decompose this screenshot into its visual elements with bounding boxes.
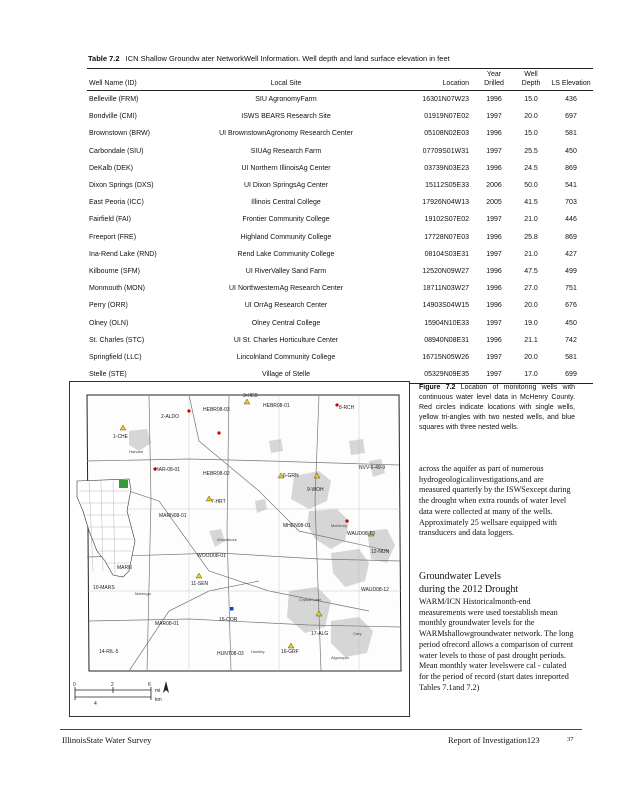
map-label: 12-NUN — [371, 549, 390, 555]
cell-well-depth: 15.0 — [524, 96, 538, 104]
table-body — [87, 91, 593, 384]
cell-location: 05108N02E03 — [424, 130, 469, 138]
cell-well-name: Fairfield (FAI) — [89, 216, 132, 224]
table-row — [87, 108, 593, 125]
map-label: 17-ALG — [311, 631, 329, 637]
table-row — [87, 177, 593, 194]
map-label: HAR-08-01 — [155, 467, 181, 473]
cell-local-site: UI RiverValley Sand Farm — [245, 267, 327, 275]
map-label: MAR08-01 — [155, 621, 179, 627]
map-label: 15-COR — [219, 617, 238, 623]
cell-year-drilled: 1996 — [486, 130, 502, 138]
map-label: 2-ALDO — [161, 414, 180, 420]
scale-unit-mi: mi — [155, 688, 161, 694]
table-row — [87, 263, 593, 280]
cell-local-site: Village of Stelle — [191, 366, 381, 384]
cell-year-drilled: 1996 — [486, 336, 502, 344]
map-label: 8-RCH — [339, 405, 355, 411]
table-row — [87, 332, 593, 349]
cell-well-depth: 21.0 — [524, 216, 538, 224]
cell-ls-elevation: 450 — [565, 147, 577, 155]
cell-well-depth: 24.5 — [524, 164, 538, 172]
cell-ls-elevation: 446 — [565, 216, 577, 224]
scale-label-zero: 0 — [73, 682, 76, 688]
cell-well-depth: 15.0 — [524, 130, 538, 138]
cell-well-depth: 21.1 — [524, 336, 538, 344]
well-marker-square — [230, 607, 234, 611]
cell-well-depth: 21.0 — [524, 250, 538, 258]
cell-ls-elevation: 499 — [565, 267, 577, 275]
table-row — [87, 143, 593, 160]
cell-ls-elevation: 581 — [565, 353, 577, 361]
cell-well-name: East Peoria (ICC) — [89, 199, 144, 207]
cell-well-depth: 20.0 — [524, 302, 538, 310]
map-place-label: Woodstock — [217, 537, 237, 542]
cell-year-drilled: 1997 — [475, 366, 513, 384]
cell-well-depth: 50.0 — [524, 182, 538, 190]
cell-ls-elevation: 869 — [565, 164, 577, 172]
map-svg — [69, 381, 410, 717]
cell-ls-elevation: 676 — [565, 302, 577, 310]
col-header-year: Year Drilled — [475, 69, 513, 91]
cell-year-drilled: 1996 — [486, 285, 502, 293]
cell-location: 08940N08E31 — [424, 336, 469, 344]
cell-location: 16301N07W23 — [422, 96, 469, 104]
footer-report: Report of Investigation123 — [448, 735, 540, 745]
well-marker-circle — [187, 409, 190, 412]
map-label: WAUD08-12 — [361, 587, 389, 593]
cell-well-name: Springfield (LLC) — [89, 353, 142, 361]
cell-location: 05329N09E35 — [381, 366, 475, 384]
scale-label-end: 6 — [148, 682, 151, 688]
cell-year-drilled: 1997 — [486, 113, 502, 121]
cell-local-site: UI St. Charles Horticulture Center — [233, 336, 339, 344]
inset-highlight-mchenry — [119, 480, 128, 488]
cell-well-name: Kilbourne (SFM) — [89, 267, 140, 275]
cell-year-drilled: 1997 — [486, 250, 502, 258]
cell-well-name: Ina-Rend Lake (RND) — [89, 250, 157, 258]
cell-year-drilled: 1996 — [486, 302, 502, 310]
map-label: WAUD08-13 — [347, 531, 375, 537]
cell-location: 17728N07E03 — [424, 233, 469, 241]
cell-location: 14903S04W15 — [422, 302, 469, 310]
map-place-label: Crystal Lake — [299, 597, 322, 602]
cell-well-name: Bondville (CMI) — [89, 113, 137, 121]
cell-location: 08104S03E31 — [424, 250, 469, 258]
col-header-name: Well Name (ID) — [87, 69, 191, 91]
cell-well-name: Monmouth (MON) — [89, 285, 146, 293]
col-header-depth: Well Depth — [513, 69, 549, 91]
map-label: 6-GRN — [283, 473, 299, 479]
cell-local-site: Olney Central College — [251, 319, 321, 327]
cell-ls-elevation: 427 — [565, 250, 577, 258]
footer-rule — [60, 729, 582, 730]
cell-local-site: UI BrownstownAgronomy Research Center — [219, 130, 353, 138]
cell-ls-elevation: 450 — [565, 319, 577, 327]
cell-local-site: ISWS BEARS Research Site — [241, 113, 331, 121]
cell-well-name: DeKalb (DEK) — [89, 164, 133, 172]
map-label: MARN08-01 — [159, 513, 187, 519]
footer-page-number: 37 — [567, 736, 574, 743]
table-row — [87, 194, 593, 211]
cell-year-drilled: 1996 — [486, 267, 502, 275]
cell-local-site: Rend Lake Community College — [237, 250, 335, 258]
cell-location: 15904N10E33 — [424, 319, 469, 327]
cell-year-drilled: 1997 — [486, 319, 502, 327]
cell-local-site: Highland Community College — [240, 233, 332, 241]
table-caption-label: Table 7.2 — [88, 54, 120, 63]
cell-location: 12520N09W27 — [422, 267, 469, 275]
map-place-label: Algonquin — [331, 655, 349, 660]
table-caption — [88, 54, 558, 63]
cell-well-name: Dixon Springs (DXS) — [89, 182, 154, 190]
cell-local-site: SIUAg Research Farm — [250, 147, 322, 155]
cell-well-name: Perry (ORR) — [89, 302, 128, 310]
cell-well-depth: 20.0 — [524, 353, 538, 361]
cell-ls-elevation: 703 — [565, 199, 577, 207]
map-label: WOOD08-01 — [197, 553, 226, 559]
figure-caption-label: Figure 7.2 — [419, 384, 456, 391]
cell-well-name: Olney (OLN) — [89, 319, 129, 327]
cell-local-site: Illinois Central College — [251, 199, 321, 207]
cell-ls-elevation: 436 — [565, 96, 577, 104]
cell-local-site: UI NorthwesternAg Research Center — [229, 285, 343, 293]
mchenry-county-map — [69, 381, 410, 717]
cell-year-drilled: 1996 — [486, 164, 502, 172]
table-row — [87, 229, 593, 246]
cell-year-drilled: 1997 — [486, 216, 502, 224]
cell-local-site: UI Northern IllinoisAg Center — [241, 164, 331, 172]
table-row — [87, 314, 593, 331]
well-info-table — [87, 68, 593, 384]
map-place-label: Harvard — [129, 449, 144, 454]
cell-well-depth: 25.5 — [524, 147, 538, 155]
cell-well-name: Freeport (FRE) — [89, 233, 137, 241]
cell-ls-elevation: 697 — [565, 113, 577, 121]
map-label: 7-HRT — [211, 499, 226, 505]
col-header-site: Local Site — [191, 69, 381, 91]
cell-well-name: Stelle (STE) — [87, 366, 191, 384]
col-header-elevation: LS Elevation — [549, 69, 593, 91]
cell-well-name: Brownstown (BRW) — [89, 130, 150, 138]
scale-unit-km: km — [155, 697, 162, 703]
cell-well-depth: 19.0 — [524, 319, 538, 327]
cell-year-drilled: 1996 — [486, 96, 502, 104]
figure-caption-text: Location of monitoring wells with continuous water level data in McHenry County. Red circles indicate locations with single wells, yellow tri-angles with two nested wells, and blue squares with three nested wells. — [419, 384, 575, 431]
cell-ls-elevation: 699 — [549, 366, 593, 384]
well-marker-circle — [217, 431, 220, 434]
cell-local-site: Lincolnland Community College — [236, 353, 336, 361]
cell-year-drilled: 2005 — [486, 199, 502, 207]
table-row — [87, 125, 593, 142]
cell-well-name: Belleville (FRM) — [89, 96, 139, 104]
cell-well-name: St. Charles (STC) — [89, 336, 145, 344]
cell-year-drilled: 1997 — [486, 353, 502, 361]
map-label: MARN — [117, 565, 132, 571]
map-label: 1-CHE — [113, 434, 129, 440]
cell-ls-elevation: 742 — [565, 336, 577, 344]
table-header-row — [87, 69, 593, 91]
map-label: 14-RIL-5 — [99, 649, 119, 655]
table-row — [87, 160, 593, 177]
table-row — [87, 246, 593, 263]
cell-well-depth: 20.0 — [524, 113, 538, 121]
cell-year-drilled: 1996 — [486, 233, 502, 241]
table-row — [87, 349, 593, 366]
map-place-label: McHenry — [331, 523, 348, 528]
map-label: MHEN08-01 — [283, 523, 311, 529]
map-label: 16-GRF — [281, 649, 299, 655]
section-heading — [419, 571, 579, 596]
cell-location: 07709S01W31 — [422, 147, 469, 155]
body-paragraph-1: across the aquifer as part of numerous hydrogeologicalinvestigations,and are measured quarterly by the ISWSexcept during the drought when extra rounds of water level data were collected at many of the wells. Approximately 25 wellsare equipped with transducers and data loggers. — [419, 464, 571, 538]
cell-ls-elevation: 581 — [565, 130, 577, 138]
figure-caption — [419, 383, 575, 433]
map-label: NVV-6-49-9 — [359, 465, 386, 471]
cell-year-drilled: 1997 — [486, 147, 502, 155]
col-header-location: Location — [381, 69, 475, 91]
table-row — [87, 297, 593, 314]
cell-local-site: UI OrrAg Research Center — [244, 302, 328, 310]
map-label: HEBR08-03 — [203, 407, 230, 413]
cell-location: 17926N04W13 — [422, 199, 469, 207]
cell-ls-elevation: 869 — [565, 233, 577, 241]
map-place-label: Huntley — [251, 649, 265, 654]
cell-location: 01919N07E02 — [424, 113, 469, 121]
cell-well-depth: 41.5 — [524, 199, 538, 207]
table-row — [87, 280, 593, 297]
scale-label-mid: 2 — [111, 682, 114, 688]
cell-well-depth: 47.5 — [524, 267, 538, 275]
cell-location: 15112S05E33 — [425, 182, 469, 190]
map-label: 11-SEN — [191, 581, 209, 587]
map-label: HUNT08-03 — [217, 651, 244, 657]
cell-well-depth: 17.0 — [513, 366, 549, 384]
cell-well-name: Carbondale (SIU) — [89, 147, 144, 155]
map-label: 9-WOH — [307, 487, 324, 493]
cell-local-site: SIU AgronomyFarm — [255, 96, 317, 104]
cell-location: 03739N03E23 — [424, 164, 469, 172]
cell-local-site: Frontier Community College — [242, 216, 330, 224]
table-row — [87, 91, 593, 109]
footer-publisher: IllinoisState Water Survey — [62, 735, 152, 745]
table-row — [87, 211, 593, 228]
body-paragraph-2: WARM/ICN Historicalmonth-end measurements were used toestablish mean monthly groundwater levels for the WARMshallowgroundwater network. The long period ofrecord allows a comparison of current water levels to those of past drought periods. Mean monthly water levelswere cal - culated for the period of record (start dates inreported Tables 7.1and 7.2) — [419, 597, 574, 692]
section-heading-line1: Groundwater Levels — [419, 571, 501, 582]
cell-well-depth: 25.8 — [524, 233, 538, 241]
map-place-label: Marengo — [135, 591, 151, 596]
cell-ls-elevation: 541 — [565, 182, 577, 190]
map-label: 10-MARS — [93, 585, 115, 591]
map-label: HEBR08-02 — [203, 471, 230, 477]
table-caption-text: ICN Shallow Groundw ater NetworkWell Information. Well depth and land surface elevation in feet — [125, 54, 450, 63]
cell-location: 19102S07E02 — [424, 216, 469, 224]
cell-well-depth: 27.0 — [524, 285, 538, 293]
map-label: HEBR08-01 — [263, 403, 290, 409]
cell-location: 18711N03W27 — [422, 285, 469, 293]
map-place-label: Cary — [353, 631, 362, 636]
scale-label-mid2: 4 — [94, 701, 97, 707]
section-heading-line2: during the 2012 Drought — [419, 583, 519, 595]
map-label: 3-HEB — [243, 393, 258, 399]
cell-ls-elevation: 751 — [565, 285, 577, 293]
cell-year-drilled: 2006 — [486, 182, 502, 190]
cell-location: 16715N05W26 — [422, 353, 469, 361]
cell-local-site: UI Dixon SpringsAg Center — [243, 182, 329, 190]
